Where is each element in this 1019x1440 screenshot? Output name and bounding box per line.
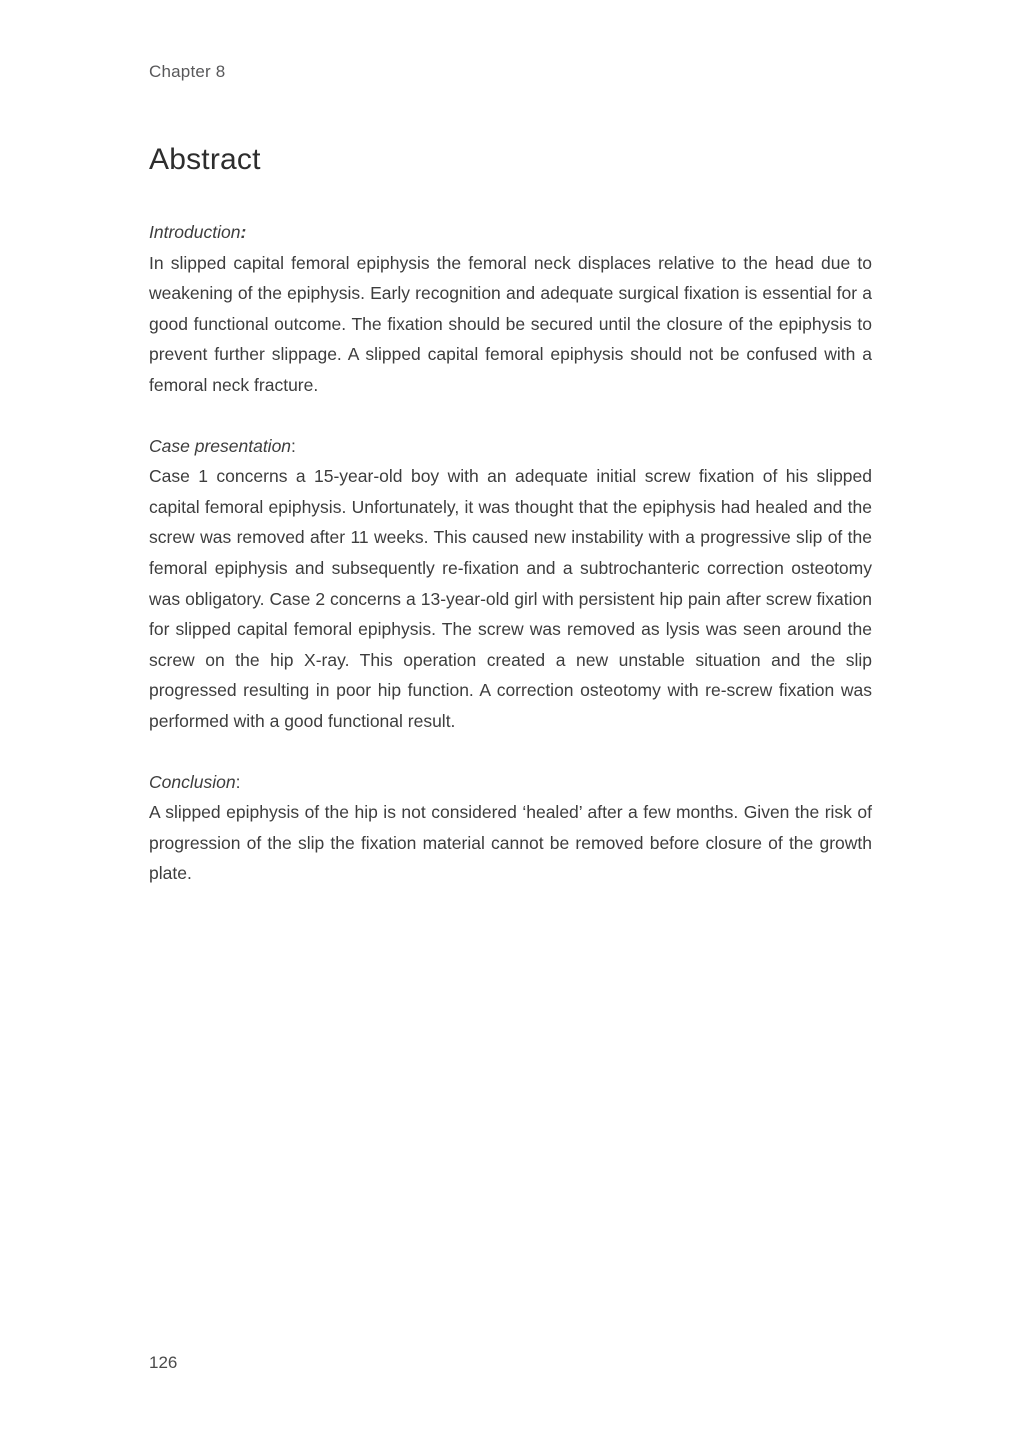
page-content — [149, 61, 872, 889]
section-heading-case-presentation — [149, 431, 872, 462]
section-heading-text: Case presentation — [149, 435, 292, 456]
section-case-presentation — [149, 431, 872, 737]
section-body-case-presentation: Case 1 concerns a 15-year-old boy with an adequate initial screw fixation of his slipped capital femoral epiphysis. Unfortunately, it was thought that the epiphysis had healed and the screw was removed after 11 weeks. This caused new instability with a progressive slip of the femoral epiphysis and subsequently re-fixation and a subtrochanteric correction osteotomy was obligatory. Case 2 concerns a 13-year-old girl with persistent hip pain after screw fixation for slipped capital femoral epiphysis. The screw was removed as lysis was seen around the screw on the hip X-ray. This operation created a new unstable situation and the slip progressed resulting in poor hip function. A correction osteotomy with re-screw fixation was performed with a good functional result. — [149, 466, 872, 731]
section-heading-colon: : — [291, 435, 296, 456]
section-conclusion — [149, 767, 872, 889]
section-heading-colon: : — [240, 222, 247, 242]
section-heading-colon: : — [235, 771, 241, 792]
chapter-label: Chapter 8 — [149, 62, 226, 81]
page-title: Abstract — [149, 143, 261, 176]
section-heading-text: Introduction — [149, 222, 241, 242]
section-introduction — [149, 217, 872, 401]
section-body-introduction: In slipped capital femoral epiphysis the femoral neck displaces relative to the head due to weakening of the epiphysis. Early recognition and adequate surgical fixation is essential for a good functional outcome. The fixation should be secured until the closure of the epiphysis to prevent further slippage. A slipped capital femoral epiphysis should not be confused with a femoral neck fracture. — [149, 252, 872, 395]
section-heading-introduction — [149, 217, 872, 248]
page-number: 126 — [149, 1353, 178, 1372]
section-heading-text: Conclusion — [149, 771, 236, 792]
section-body-conclusion: A slipped epiphysis of the hip is not considered ‘healed’ after a few months. Given the risk of progression of the slip the fixation material cannot be removed before closure of the growth plate. — [149, 802, 872, 884]
abstract-sections — [149, 217, 872, 889]
section-heading-conclusion — [149, 767, 872, 798]
